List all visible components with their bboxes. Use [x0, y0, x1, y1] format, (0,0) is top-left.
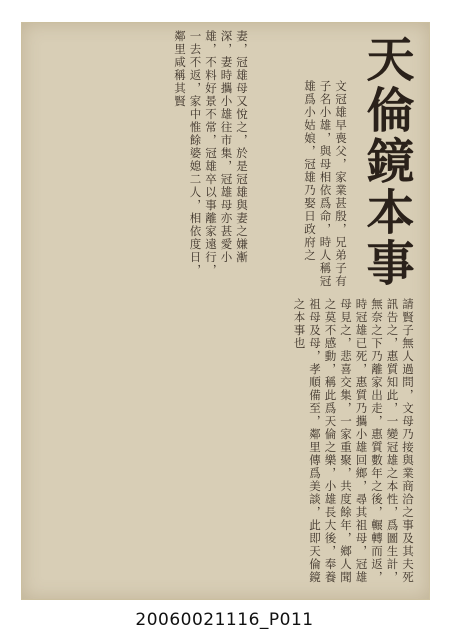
- document-title: 天倫鏡本事: [358, 34, 414, 289]
- image-caption: 20060021116_P011: [135, 610, 314, 630]
- body-text-top-left: 妻，冠雄母又悅之，於是冠雄與妻之嫌漸深，妻時攜小雄往市集，冠雄母亦甚愛小雄，不料好景不常，冠雄卒以事離家遠行，一去不返，家中惟餘婆媳二人，相依度日，鄰里咸稱其賢: [173, 30, 249, 277]
- body-text-bottom: 請賢子無人過問，文母乃接與業商洽之事及其夫死訊告之，惠質知此，一變冠雄之本性，爲圖生計，無奈之下乃離家出走，惠質數年之後，輾轉而返，時冠雄已死，惠質乃攜小雄回鄉，尋其祖母，冠雄母見之，悲喜交集，一家重聚，共度餘年，鄉人聞之莫不感動，稱此爲天倫之樂，小雄長大後，奉養祖母及母，孝順備至，鄰里傳爲美談，此即天倫鏡之本事也: [292, 298, 415, 584]
- body-text-top-right: 文冠雄早喪父，家業甚殷，兄弟子有子名小雄，與母相依爲命，時人稱冠雄爲小姑娘，冠雄乃娶日政府之: [303, 80, 348, 288]
